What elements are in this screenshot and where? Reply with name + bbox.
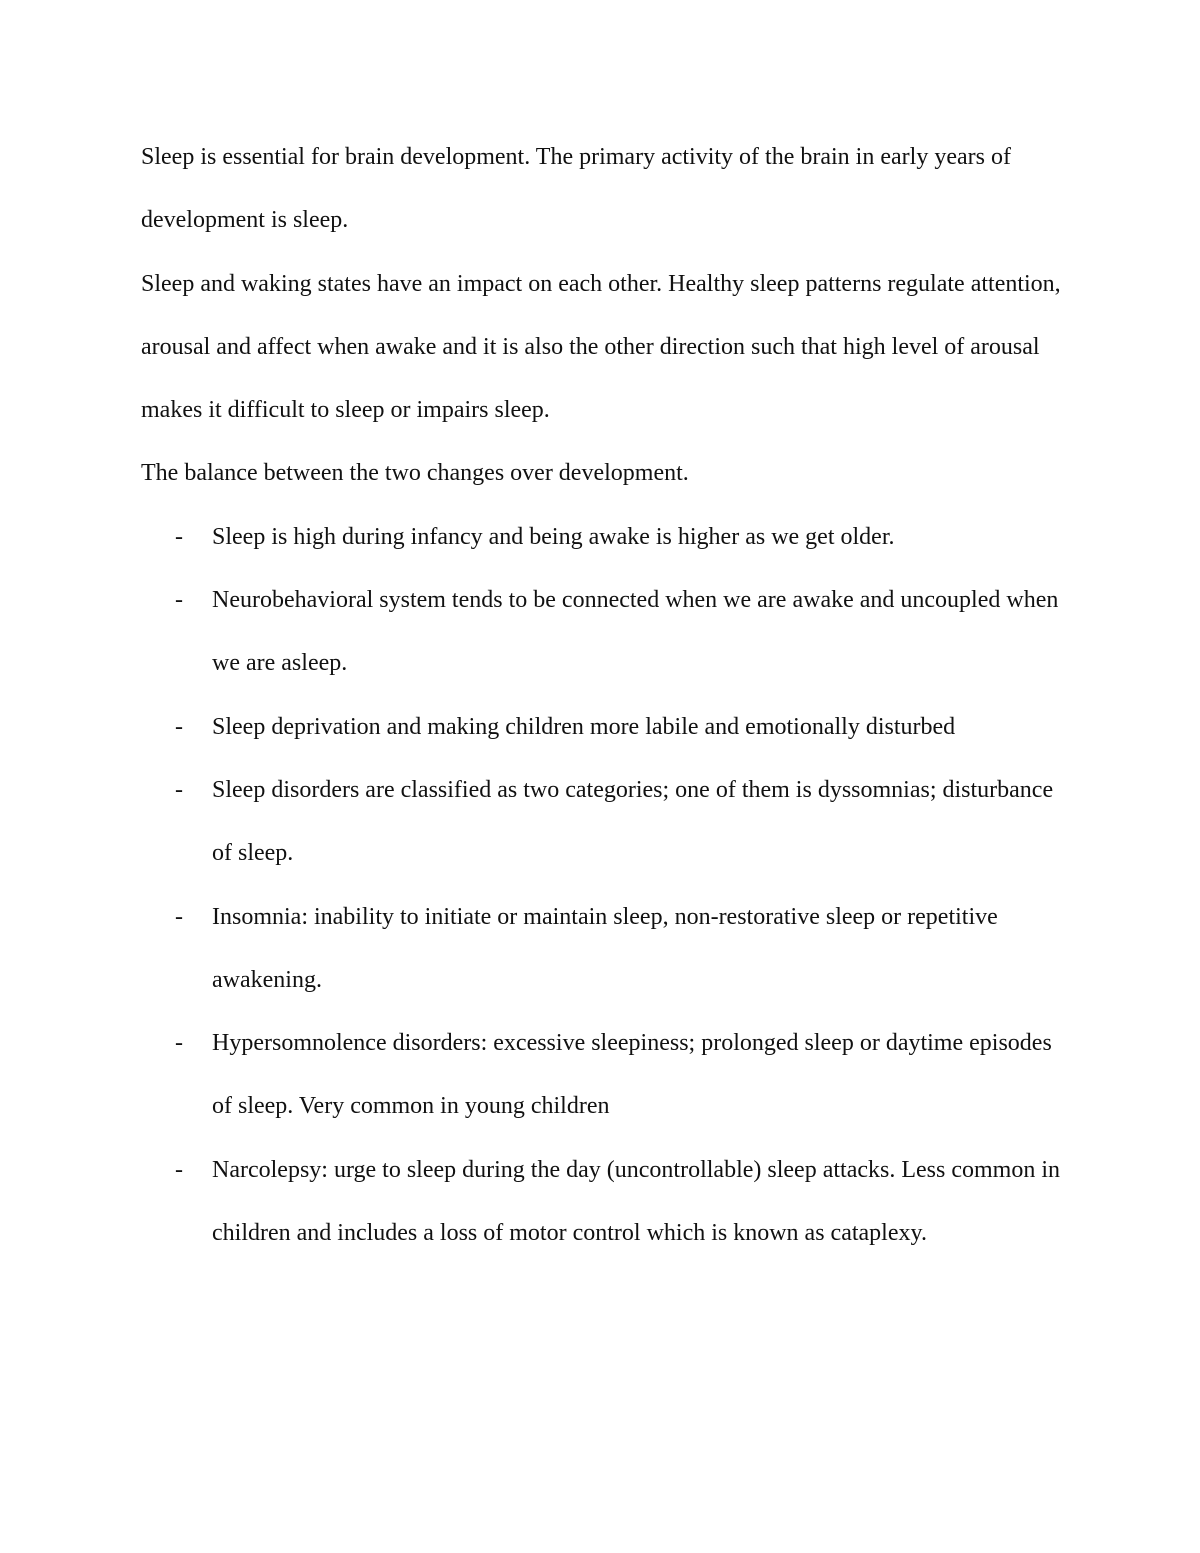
bullet-dash: - <box>175 587 183 614</box>
list-item <box>141 696 1071 759</box>
list-item-text: Sleep disorders are classified as two categories; one of them is dyssomnias; disturbance of sleep. <box>212 776 1054 867</box>
list-item <box>141 569 1071 696</box>
list-item-text: Insomnia: inability to initiate or maintain sleep, non-restorative sleep or repetitive awakening. <box>212 903 998 993</box>
bullet-dash: - <box>175 776 183 803</box>
bullet-dash: - <box>175 1030 183 1057</box>
bullet-dash: - <box>175 523 183 550</box>
bullet-dash: - <box>175 713 183 740</box>
list-item-text: Sleep is high during infancy and being awake is higher as we get older. <box>212 523 895 550</box>
list-item <box>141 1139 1071 1266</box>
paragraph-brain-development: Sleep is essential for brain development. The primary activity of the brain in early years of development is sleep. <box>141 144 1011 234</box>
list-item <box>141 1012 1071 1139</box>
list-item <box>141 506 1071 569</box>
bullet-dash: - <box>175 1156 183 1183</box>
list-item <box>141 759 1071 886</box>
document-body <box>141 126 1071 1265</box>
list-item-text: Narcolepsy: urge to sleep during the day (uncontrollable) sleep attacks. Less common in children and includes a loss of motor control which is known as cataplexy. <box>212 1156 1060 1247</box>
bullet-dash: - <box>175 903 183 930</box>
bullet-list <box>141 506 1071 1266</box>
paragraph-sleep-waking-states: Sleep and waking states have an impact on each other. Healthy sleep patterns regulate attention, arousal and affect when awake and it is also the other direction such that high level of arousal makes it difficult to sleep or impairs sleep. <box>141 270 1061 424</box>
paragraph-balance: The balance between the two changes over development. <box>141 460 689 487</box>
list-item-text: Sleep deprivation and making children more labile and emotionally disturbed <box>212 713 956 740</box>
list-item-text: Hypersomnolence disorders: excessive sleepiness; prolonged sleep or daytime episodes of sleep. Very common in young children <box>212 1030 1052 1120</box>
list-item <box>141 886 1071 1013</box>
list-item-text: Neurobehavioral system tends to be connected when we are awake and uncoupled when we are asleep. <box>212 587 1059 677</box>
